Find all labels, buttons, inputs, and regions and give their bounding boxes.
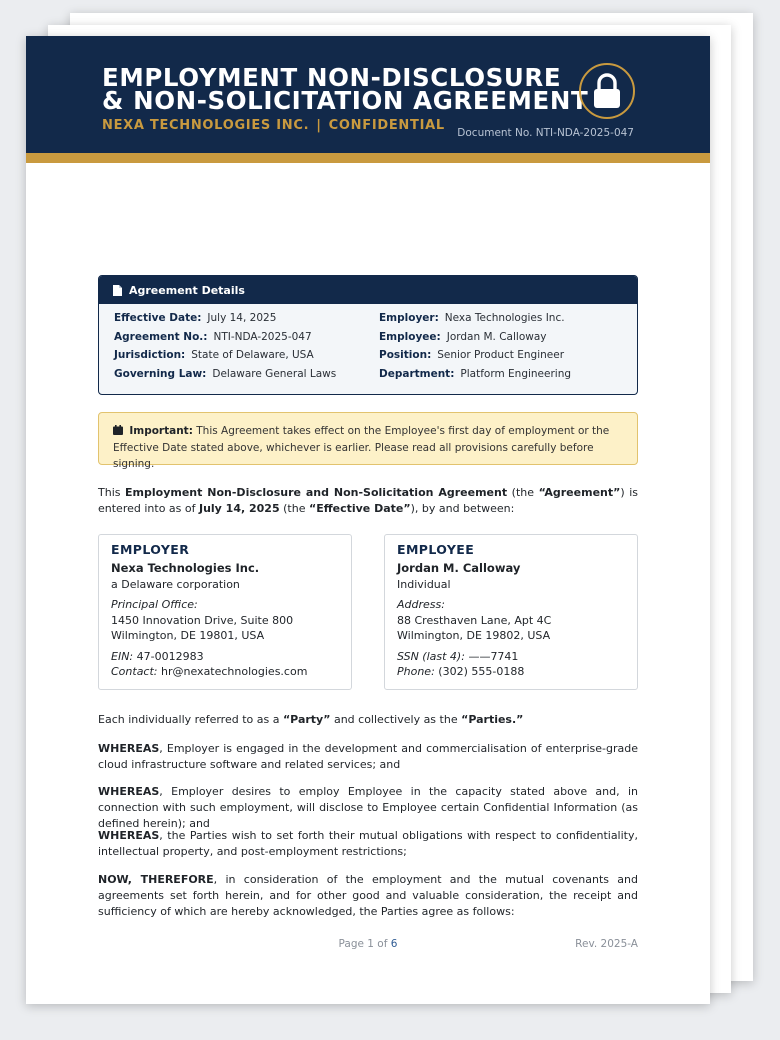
employer-contact: Contact: hr@nexatechnologies.com bbox=[111, 665, 308, 678]
governing-law-label: Governing Law: bbox=[114, 367, 207, 380]
page-total: 6 bbox=[390, 938, 398, 950]
employer-address-line1: 1450 Innovation Drive, Suite 800 bbox=[111, 613, 294, 627]
position-value: Senior Product Engineer bbox=[437, 349, 565, 361]
employer-address-line2: Wilmington, DE 19801, USA bbox=[111, 629, 265, 642]
employee-phone: Phone: (302) 555-0188 bbox=[397, 665, 525, 678]
parties-paragraph: Each individually referred to as a “Party” and collectively as the “Parties.” bbox=[98, 713, 524, 726]
employer-name: Nexa Technologies Inc. bbox=[111, 561, 260, 575]
details-row bbox=[114, 368, 629, 387]
details-row bbox=[114, 349, 629, 368]
employee-ssn: SSN (last 4): ——7741 bbox=[397, 649, 519, 663]
document-header bbox=[26, 36, 710, 153]
document-page bbox=[26, 36, 710, 1004]
agreement-no-label: Agreement No.: bbox=[114, 330, 208, 343]
agreement-details-heading: Agreement Details bbox=[99, 276, 637, 304]
employee-card bbox=[384, 534, 638, 690]
employer-label: Employer: bbox=[379, 312, 439, 324]
recital-paragraph: WHEREAS, Employer is engaged in the development and commercialisation of enterprise-grade cloud infrastructure software and related services; and bbox=[98, 742, 638, 771]
governing-law-value: Delaware General Laws bbox=[212, 367, 337, 380]
important-text: This Agreement takes effect on the Employee's first day of employment or the Effective Date stated above, whichever is earlier. Please read all provisions carefully before signing. bbox=[113, 425, 610, 470]
details-row bbox=[114, 331, 629, 350]
important-notice bbox=[98, 412, 638, 470]
recital-paragraph: WHEREAS, the Parties wish to set forth their mutual obligations with respect to confidentiality, intellectual property, and post-employment restrictions; bbox=[98, 829, 638, 858]
employer-office-label: Principal Office: bbox=[111, 598, 198, 611]
calendar-icon bbox=[113, 424, 123, 440]
details-row bbox=[114, 312, 629, 331]
therefore-paragraph: NOW, THEREFORE, in consideration of the employment and the mutual covenants and agreements set forth herein, and for other good and valuable consideration, the receipt and sufficiency of which are hereby acknowledged, the Parties agree as follows: bbox=[98, 873, 638, 918]
jurisdiction-label: Jurisdiction: bbox=[114, 349, 186, 361]
agreement-details-panel bbox=[98, 275, 638, 395]
lock-badge bbox=[579, 63, 635, 119]
employee-label: Employee: bbox=[379, 330, 441, 343]
employee-address-label: Address: bbox=[397, 598, 445, 611]
employee-value: Jordan M. Calloway bbox=[446, 330, 547, 343]
employee-type: Individual bbox=[397, 577, 451, 591]
employee-card-title: EMPLOYEE bbox=[397, 542, 475, 557]
effective-date-value: July 14, 2025 bbox=[207, 312, 277, 324]
agreement-details-grid bbox=[114, 312, 629, 386]
employee-address-line1: 88 Cresthaven Lane, Apt 4C bbox=[397, 613, 552, 627]
lock-icon bbox=[579, 63, 635, 119]
header-subtitle: NEXA TECHNOLOGIES INC. | CONFIDENTIAL bbox=[102, 118, 445, 133]
document-icon bbox=[113, 285, 122, 296]
department-label: Department: bbox=[379, 367, 455, 380]
agreement-no-value: NTI-NDA-2025-047 bbox=[213, 330, 312, 343]
document-title: EMPLOYMENT NON-DISCLOSURE & NON-SOLICITATION AGREEMENT bbox=[102, 63, 589, 115]
page-number: Page 1 of 6 bbox=[338, 938, 398, 950]
effective-date-label: Effective Date: bbox=[114, 312, 202, 324]
department-value: Platform Engineering bbox=[460, 367, 572, 380]
employer-type: a Delaware corporation bbox=[111, 577, 240, 591]
header-accent-bar bbox=[26, 153, 710, 163]
document-number: Document No. NTI-NDA-2025-047 bbox=[457, 127, 634, 139]
revision-label: Rev. 2025-A bbox=[575, 938, 638, 950]
position-label: Position: bbox=[379, 349, 432, 361]
employer-card bbox=[98, 534, 352, 690]
confidential-label: CONFIDENTIAL bbox=[328, 118, 445, 133]
jurisdiction-value: State of Delaware, USA bbox=[191, 349, 314, 361]
employer-ein: EIN: 47-0012983 bbox=[111, 649, 204, 663]
important-label: Important: bbox=[129, 425, 193, 437]
company-name: NEXA TECHNOLOGIES INC. bbox=[102, 118, 310, 133]
recital-paragraph: WHEREAS, Employer desires to employ Employee in the capacity stated above and, in connection with such employment, will disclose to Employee certain Confidential Information (as defined herein); and bbox=[98, 785, 638, 830]
employee-name: Jordan M. Calloway bbox=[397, 561, 521, 575]
intro-paragraph: This Employment Non-Disclosure and Non-Solicitation Agreement (the “Agreement”) is entered into as of July 14, 2025 (the “Effective Date”), by and between: bbox=[98, 486, 638, 515]
employer-card-title: EMPLOYER bbox=[111, 542, 190, 557]
employer-value: Nexa Technologies Inc. bbox=[444, 312, 565, 324]
employee-address-line2: Wilmington, DE 19802, USA bbox=[397, 629, 551, 642]
